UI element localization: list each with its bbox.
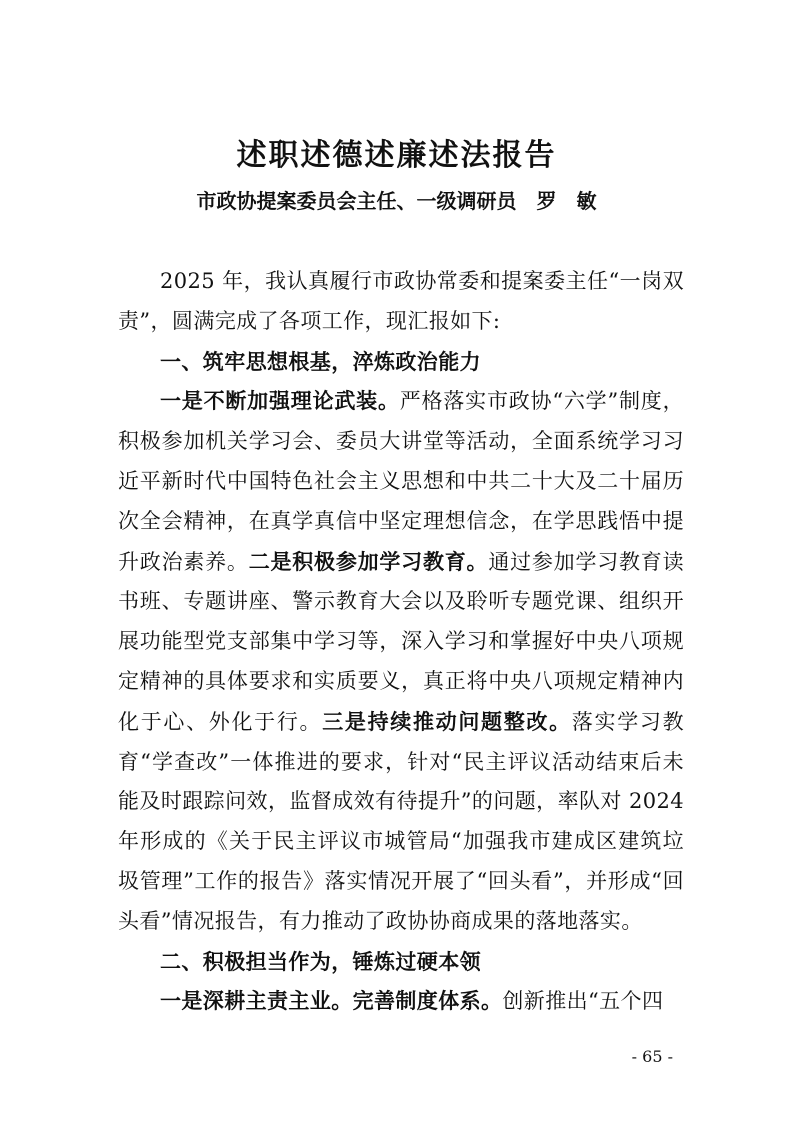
section-1-heading: 一、筑牢思想根基，淬炼政治能力 <box>160 348 481 374</box>
point-3-lead: 三是持续推动问题整改。 <box>322 708 572 734</box>
report-title: 述职述德述廉述法报告 <box>236 138 557 173</box>
intro-paragraph: 2025 年，我认真履行市政协常委和提案委主任“一岗双责”，圆满完成了各项工作，现汇报如下: <box>118 269 684 333</box>
report-body <box>118 262 684 1022</box>
section-1-paragraph <box>118 381 684 941</box>
section-2-paragraph <box>118 981 684 1022</box>
point-1-lead: 一是不断加强理论武装。 <box>160 388 400 414</box>
section-2-point-1-lead: 一是深耕主责主业。完善制度体系。 <box>160 988 503 1014</box>
point-3-text: 落实学习教育“学查改”一体推进的要求，针对“民主评议活动结束后未能及时跟踪问效，监督成效有待提升”的问题，率队对 2024 年形成的《关于民主评议市城管局“加强我市建成区建筑垃圾管理”工作的报告》落实情况开展了“回头看”，并形成“回头看”情况报告，有力推动了政协协商成果的落地落实。 <box>118 709 684 933</box>
page-number: - 65 - <box>631 1047 673 1066</box>
point-2-lead: 二是积极参加学习教育。 <box>248 548 489 574</box>
report-author-line: 市政协提案委员会主任、一级调研员 罗 敏 <box>196 189 597 213</box>
point-2-text: 通过参加学习教育读书班、专题讲座、警示教育大会以及聆听专题党课、组织开展功能型党支部集中学习等，深入学习和掌握好中央八项规定精神的具体要求和实质要义，真正将中央八项规定精神内化于心、外化于行。 <box>118 549 684 734</box>
section-2-point-1-text: 创新推出“五个四 <box>502 989 664 1014</box>
point-1-text: 严格落实市政协“六学”制度，积极参加机关学习会、委员大讲堂等活动，全面系统学习习近平新时代中国特色社会主义思想和中共二十大及二十届历次全会精神，在真学真信中坚定理想信念，在学思践悟中提升政治素养。 <box>118 389 684 574</box>
section-2-heading: 二、积极担当作为，锤炼过硬本领 <box>160 948 481 974</box>
